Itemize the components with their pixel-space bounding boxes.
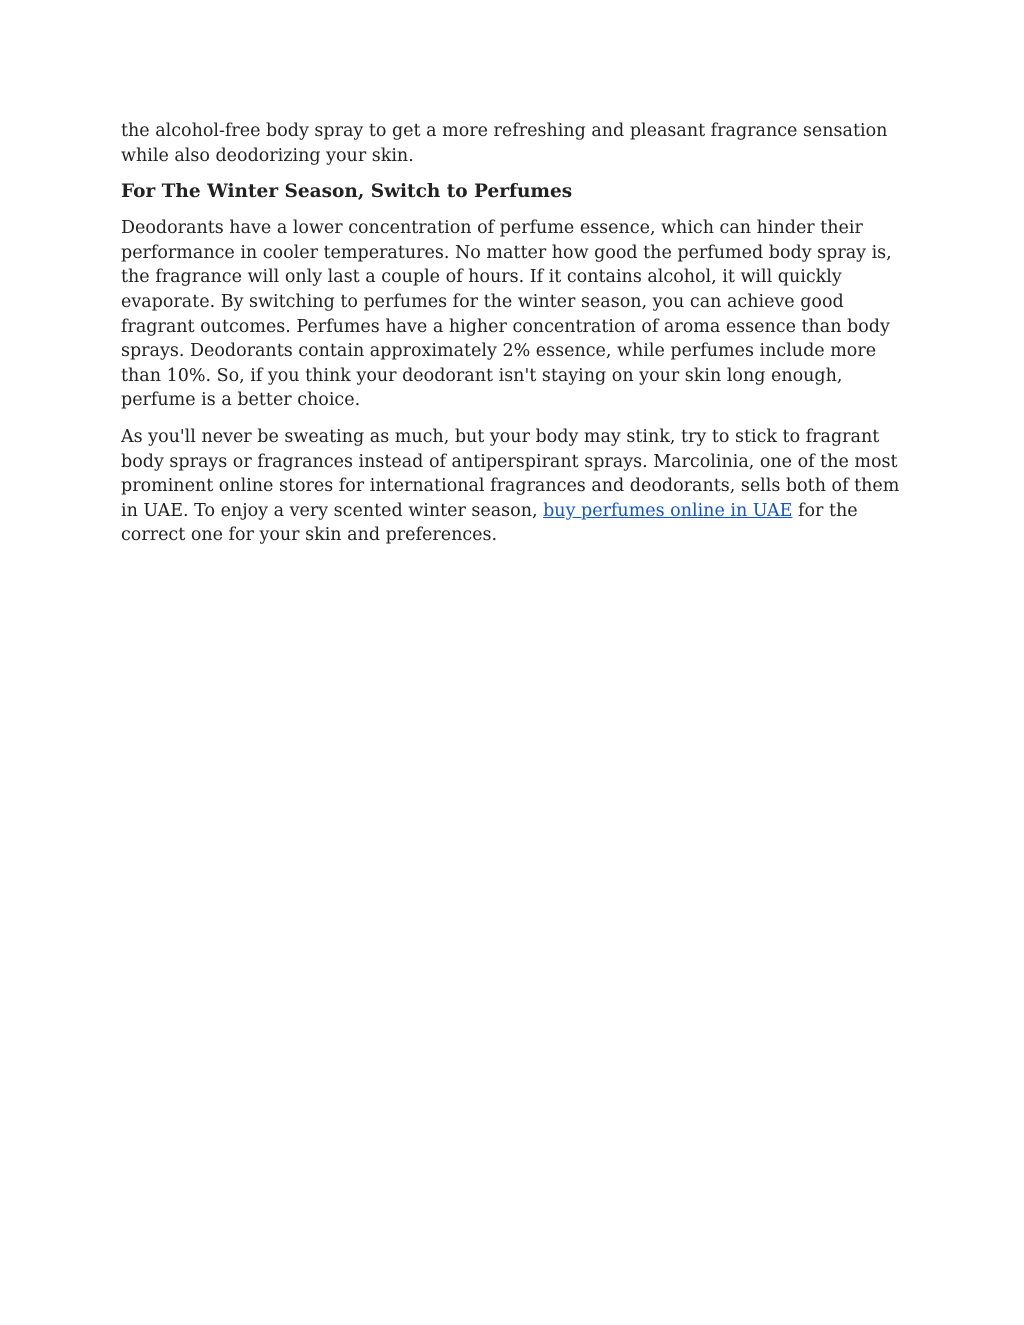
intro-paragraph: the alcohol-free body spray to get a more refreshing and pleasant fragrance sensation while also deodorizing your skin.: [121, 121, 888, 166]
paragraph-2-text-before: As you'll never be sweating as much, but your body may stink, try to stick to fragrant body sprays or fragrances instead of antiperspirant sprays. Marcolinia, one of the most prominent online stores for international fragrances and deodorants, sells both of them in UAE. To enjoy a very scented winter season,: [121, 426, 900, 521]
buy-perfumes-link[interactable]: buy perfumes online in UAE: [543, 500, 793, 521]
section-heading: For The Winter Season, Switch to Perfumes: [121, 181, 573, 203]
body-paragraph-2: [121, 425, 911, 548]
document-page: [121, 119, 911, 560]
body-paragraph-1: Deodorants have a lower concentration of perfume essence, which can hinder their performance in cooler temperatures. No matter how good the perfumed body spray is, the fragrance will only last a couple of hours. If it contains alcohol, it will quickly evaporate. By switching to perfumes for the winter season, you can achieve good fragrant outcomes. Perfumes have a higher concentration of aroma essence than body sprays. Deodorants contain approximately 2% essence, while perfumes include more than 10%. So, if you think your deodorant isn't staying on your skin long enough, perfume is a better choice.: [121, 218, 892, 411]
paragraph-2-text-after: for the correct one for your skin and preferences.: [121, 500, 858, 546]
